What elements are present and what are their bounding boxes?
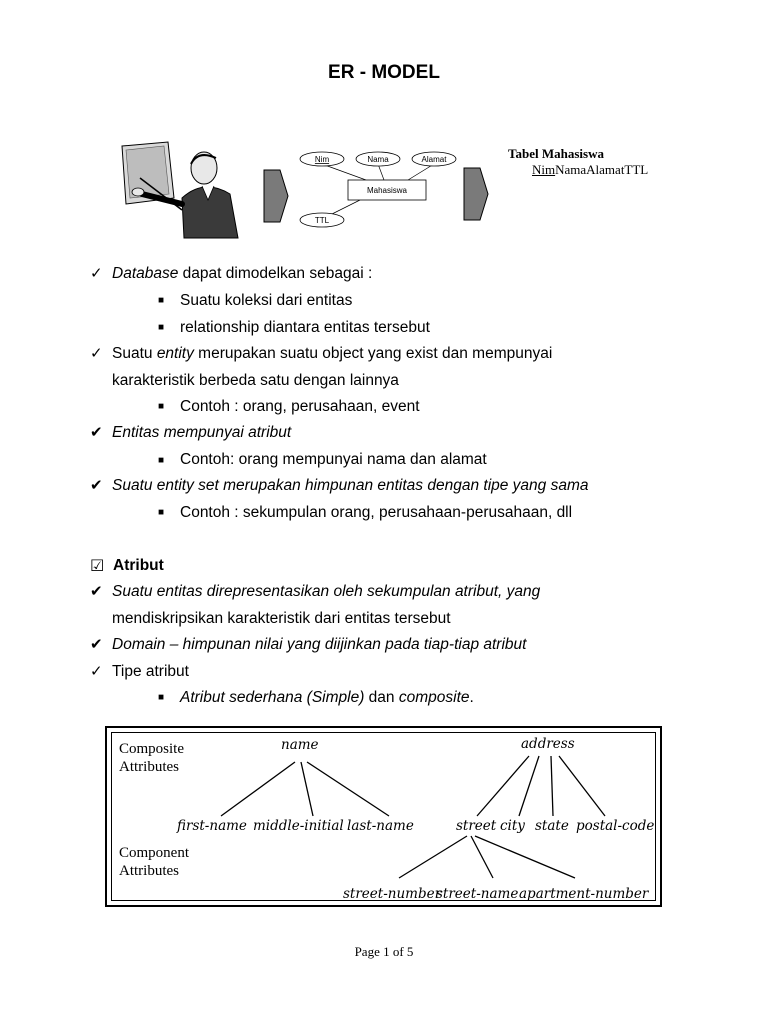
attr-last-name: last-name [347, 818, 414, 834]
check-icon: ✓ [90, 662, 103, 680]
tabel-other-columns: NamaAlamatTTL [555, 162, 649, 177]
er-entity: Mahasiswa [366, 186, 408, 195]
page-footer: Page 1 of 5 [354, 944, 414, 959]
attr-street-name: street-name [436, 886, 519, 902]
checklist-item-continuation: mendiskripsikan karakteristik dari entitas tersebut [112, 610, 451, 627]
bullet-item: Contoh : sekumpulan orang, perusahaan-perusahaan, dll [180, 504, 573, 521]
check-icon: ✔ [90, 423, 103, 441]
page-title: ER - MODEL [328, 62, 440, 83]
attr-name: name [281, 737, 319, 753]
bullet-item: Atribut sederhana (Simple) dan composite. [180, 689, 474, 706]
checkbox-icon: ☑ [90, 556, 105, 575]
tabel-columns [508, 162, 648, 178]
bullet-icon: ■ [158, 455, 165, 466]
checklist-item: Suatu entity set merupakan himpunan entitas dengan tipe yang sama [112, 477, 589, 494]
checklist-item: Entitas mempunyai atribut [112, 424, 292, 441]
er-attr-nama: Nama [367, 155, 389, 164]
attr-state: state [535, 818, 569, 834]
tabel-mahasiswa [508, 146, 648, 178]
bullet-icon: ■ [158, 692, 165, 703]
attr-middle-initial: middle-initial [253, 818, 344, 834]
checklist-item: Tipe atribut [112, 663, 189, 680]
section-heading: Atribut [113, 557, 164, 574]
tabel-key-column: Nim [532, 162, 556, 177]
composite-attributes-label: Composite Attributes [119, 741, 185, 775]
er-attr-nim: Nim [314, 155, 330, 164]
check-icon: ✔ [90, 635, 103, 653]
attribute-tree-lines [107, 728, 660, 905]
bullet-icon: ■ [158, 507, 165, 518]
bullet-item: Contoh: orang mempunyai nama dan alamat [180, 451, 487, 468]
check-icon: ✓ [90, 264, 103, 282]
tabel-heading: Tabel Mahasiswa [508, 146, 604, 161]
attr-street-number: street-number [343, 886, 442, 902]
attr-address: address [521, 736, 575, 752]
check-icon: ✓ [90, 344, 103, 362]
checklist-item: Suatu entity merupakan suatu object yang exist dan mempunyai [112, 345, 553, 362]
attr-postal-code: postal-code [576, 818, 655, 834]
er-attr-alamat: Alamat [421, 155, 447, 164]
er-attr-ttl: TTL [314, 216, 330, 225]
bullet-item: Contoh : orang, perusahaan, event [180, 398, 420, 415]
composite-attributes-figure [105, 726, 662, 907]
attr-street: street [456, 818, 497, 834]
checklist-item: Database dapat dimodelkan sebagai : [112, 265, 373, 282]
check-icon: ✔ [90, 582, 103, 600]
presenter-clipart [122, 142, 238, 238]
bullet-icon: ■ [158, 322, 165, 333]
bullet-icon: ■ [158, 401, 165, 412]
arrow-right-icon [464, 168, 488, 220]
checklist-item: Domain – himpunan nilai yang diijinkan pada tiap-tiap atribut [112, 636, 527, 653]
bullet-item: relationship diantara entitas tersebut [180, 319, 430, 336]
bullet-icon: ■ [158, 295, 165, 306]
checklist-item: Suatu entitas direpresentasikan oleh sekumpulan atribut, yang [112, 583, 541, 600]
attr-city: city [500, 818, 525, 834]
component-attributes-label: Component Attributes [119, 845, 189, 879]
check-icon: ✔ [90, 476, 103, 494]
checklist-item-continuation: karakteristik berbeda satu dengan lainnya [112, 372, 399, 389]
er-mini-diagram [300, 152, 456, 227]
bullet-item: Suatu koleksi dari entitas [180, 292, 353, 309]
arrow-right-icon [264, 170, 288, 222]
attr-apartment-number: apartment-number [519, 886, 649, 902]
attr-first-name: first-name [177, 818, 247, 834]
